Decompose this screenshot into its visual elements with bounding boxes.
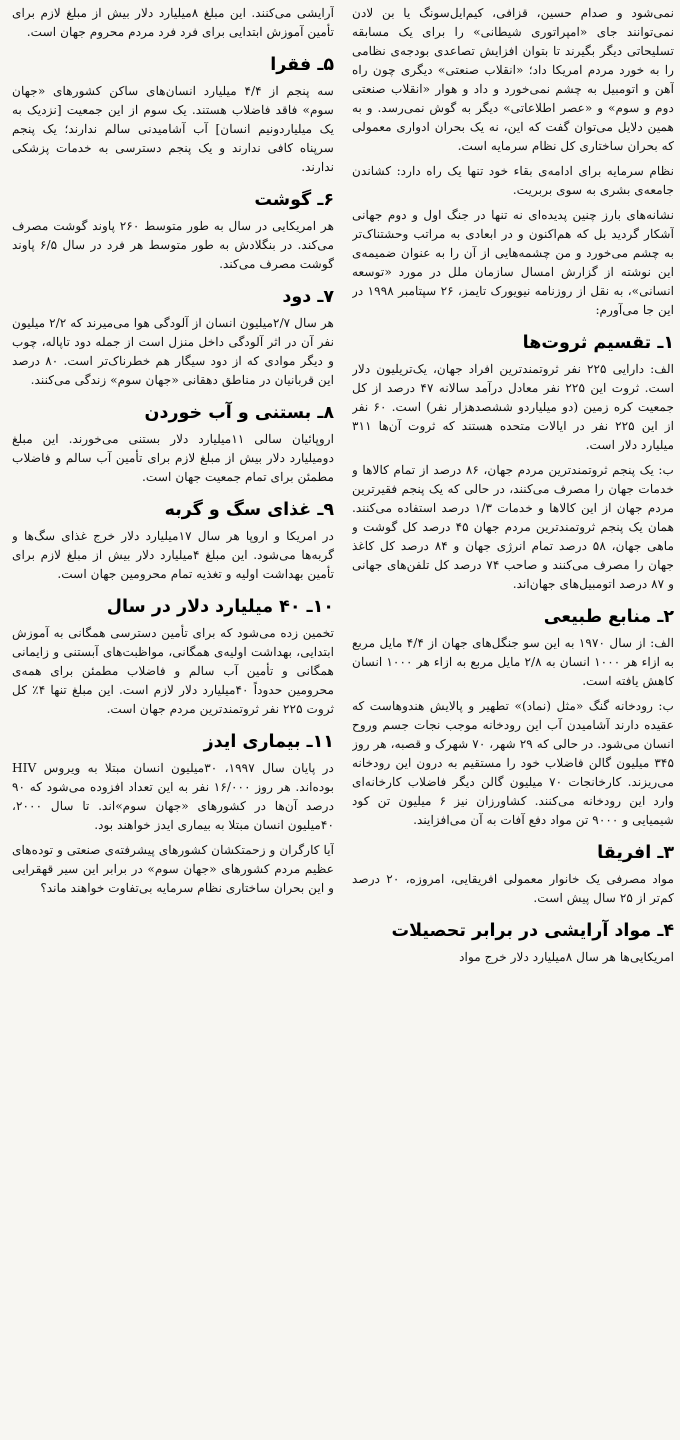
section-heading-40-billion: ۱۰ـ ۴۰ میلیارد دلار در سال — [106, 597, 334, 617]
section-paragraph: آیا کارگران و زحمتکشان کشورهای پیشرفته‌ی صنعتی و توده‌های عظیم مردم کشورهای «جهان سوم» در برابر این سیر قهقرایی و این بحران ساختاری نظام سرمایه بی‌تفاوت خواهند ماند؟ — [12, 843, 334, 895]
section-paragraph: امریکایی‌ها هر سال ۸میلیارد دلار خرج مواد — [459, 950, 674, 964]
section-paragraph: سه پنجم از ۴/۴ میلیارد انسان‌های ساکن کشورهای «جهان سوم» فاقد فاضلاب هستند. یک سوم از این جمعیت [نزدیک به یک میلیاردونیم انسان] آب آشامیدنی سالم ندارند؛ یک پنجم سرپناه کافی ندارند و یک پنجم دسترسی به خدمات پزشکی ندارند. — [12, 84, 334, 174]
section-heading-ice-cream-and-water: ۸ـ بستنی و آب خوردن — [144, 403, 334, 423]
section-paragraph: در پایان سال ۱۹۹۷، ۳۰میلیون انسان مبتلا به ویروس HIV بوده‌اند. هر روز ۱۶/۰۰۰ نفر به این تعداد افزوده می‌شود که ۹۰ درصد آن‌ها در کشورهای «جهان سوم»اند. تا سال ۲۰۰۰، ۴۰میلیون انسان مبتلا به بیماری ایدز خواهند بود. — [12, 761, 334, 832]
section-paragraph: اروپائیان سالی ۱۱میلیارد دلار بستنی می‌خورند. این مبلغ دومیلیارد دلار بیش از مبلغ لازم برای تأمین آب سالم و فاضلاب مطمئن برای تمام جمعیت جهان است. — [12, 432, 334, 484]
section-paragraph: مواد مصرفی یک خانوار معمولی افریقایی، امروزه، ۲۰ درصد کم‌تر از ۲۵ سال پیش است. — [352, 872, 674, 905]
section-heading-the-poor: ۵ـ فقرا — [270, 55, 334, 75]
section-paragraph: در امریکا و اروپا هر سال ۱۷میلیارد دلار خرج غذای سگ‌ها و گربه‌ها می‌شود. این مبلغ ۴میلیارد دلار بیش از مبلغ لازم برای تأمین بهداشت اولیه و تغذیه تمام محرومین جهان است. — [12, 529, 334, 581]
section-paragraph: هر سال ۲/۷میلیون انسان از آلودگی هوا می‌میرند که ۲/۲ میلیون نفر آن در اثر آلودگی داخل منزل است از جمله دود تاپاله، چوب و دیگر موادی که از دود سیگار هم خطرناک‌تر است. ۸۰ درصد این قربانیان در مناطق دهقانی «جهان سوم» زندگی می‌کنند. — [12, 316, 334, 387]
section-heading-aids: ۱۱ـ بیماری ایدز — [203, 732, 334, 752]
section-heading-wealth-distribution: ۱ـ تقسیم ثروت‌ها — [522, 333, 674, 353]
section-heading-smoke: ۷ـ دود — [282, 287, 334, 307]
left-column — [12, 4, 334, 1440]
section-heading-meat: ۶ـ گوشت — [254, 190, 334, 210]
section-heading-natural-resources: ۲ـ منابع طبیعی — [543, 607, 674, 627]
intro-paragraph: نمی‌شود و صدام حسین، قزافی، کیم‌ایل‌سونگ یا بن لادن نمی‌توانند جای «امپراتوری شیطانی» را برای یک مسابقه تسلیحاتی دیگر بگیرند تا بتوان افزایش تصاعدی بودجه‌ی نظامی را به خورد مردم امریکا داد؛ «انقلاب صنعتی» دیگری چون راه آهن و اتومبیل به چشم نمی‌خورد و داد و هوار «انقلاب صنعتی دوم و سوم» و «عصر اطلاعاتی» دیگر به گوش نمی‌رسد. و به همین دلایل می‌توان گفت که این، نه یک بحران ادواری معمولی که بحران ساختاری کل نظام سرمایه است. — [352, 6, 674, 153]
section-paragraph: ب: رودخانه گنگ «مثل (نماد)» تطهیر و پالایش هندوهاست که عقیده دارند آشامیدن آب این رودخانه موجب نجات جسم وروح انسان می‌شود. در حالی که ۲۹ شهر، ۷۰ شهرک و قصبه، هر روز ۳۴۵ میلیون گالن فاضلاب خود را مستقیم به درون این رودخانه می‌ریزند. کارخانجات ۷۰ میلیون گالن دیگر فاضلاب کارخانه‌ای وارد این رودخانه می‌کنند. کشاورزان نیز ۶ میلیون تن کود شیمیایی و ۹۰۰۰ تن مواد دفع آفات به آن می‌افزایند. — [352, 699, 674, 827]
section-paragraph: الف: دارایی ۲۲۵ نفر ثروتمندترین افراد جهان، یک‌تریلیون دلار است. ثروت این ۲۲۵ نفر معادل درآمد سالانه ۴۷ درصد از کل جمعیت کره زمین (دو میلیاردو ششصدهزار نفر) است. ۶۰ نفر از این ۲۲۵ نفر در ایالات متحده هستند که ثروت آن‌ها ۳۱۱ میلیارد دلار است. — [352, 362, 674, 452]
section-paragraph: الف: از سال ۱۹۷۰ به این سو جنگل‌های جهان از ۴/۴ مایل مربع به ازاء هر ۱۰۰۰ انسان به ۲/۸ مایل مربع به ازاء هر ۱۰۰۰ انسان کاهش یافته است. — [352, 636, 674, 688]
section-heading-pet-food: ۹ـ غذای سگ و گربه — [164, 500, 334, 520]
continued-paragraph: آرایشی می‌کنند. این مبلغ ۸میلیارد دلار بیش از مبلغ لازم برای تأمین آموزش ابتدایی برای فرد فرد مردم محروم جهان است. — [12, 6, 334, 39]
section-paragraph: هر امریکایی در سال به طور متوسط ۲۶۰ پاوند گوشت مصرف می‌کند. در بنگلادش به طور متوسط هر فرد در سال ۶/۵ پاوند گوشت مصرف می‌کند. — [12, 219, 334, 271]
section-heading-cosmetics-vs-education: ۴ـ مواد آرایشی در برابر تحصیلات — [391, 921, 674, 941]
intro-paragraph: نظام سرمایه برای ادامه‌ی بقاء خود تنها یک راه دارد: کشاندن جامعه‌ی بشری به سوی بربریت. — [352, 164, 674, 197]
section-heading-africa: ۳ـ افریقا — [597, 843, 674, 863]
section-paragraph: ب: یک پنجم ثروتمندترین مردم جهان، ۸۶ درصد از تمام کالاها و خدمات جهان را مصرف می‌کنند، در حالی که یک پنجم فقیرترین مردم جهان از این کالاها و خدمات ۱/۳ درصد استفاده می‌کنند. همان یک پنجم ثروتمندترین مردم جهان ۴۵ درصد کل گوشت و ماهی جهان، ۵۸ درصد تمام انرژی جهان و ۸۴ درصد کل کاغذ جهان را مصرف می‌کنند و صاحب ۷۴ درصد کل تلفن‌های جهانی و ۸۷ درصد اتومبیل‌های جهان‌اند. — [352, 463, 674, 591]
right-column — [352, 4, 674, 1440]
intro-paragraph: نشانه‌های بارز چنین پدیده‌ای نه تنها در جنگ اول و دوم جهانی آشکار گردید بل که هم‌اکنون و در ابعادی به مراتب وحشتناک‌تر به چشم می‌خورد و من چشمه‌هایی از آن را به عنوان ضمیمه‌ی این نوشته از گزارش امسال سازمان ملل در مورد «توسعه انسانی»، به نقل از روزنامه نیویورک تایمز، ۲۶ سپتامبر ۱۹۹۸ در این جا می‌آورم: — [352, 208, 674, 317]
section-paragraph: تخمین زده می‌شود که برای تأمین دسترسی همگانی به آموزش ابتدایی، بهداشت اولیه‌ی همگانی، مواظبت‌های آبستنی و زایمانی همگانی و تأمین آب سالم و فاضلاب مطمئن برای همه‌ی محرومین حدوداً ۴۰میلیارد دلار لازم است. این مبلغ تنها ۴٪ کل ثروت ۲۲۵ نفر ثروتمندترین مردم جهان است. — [12, 626, 334, 716]
